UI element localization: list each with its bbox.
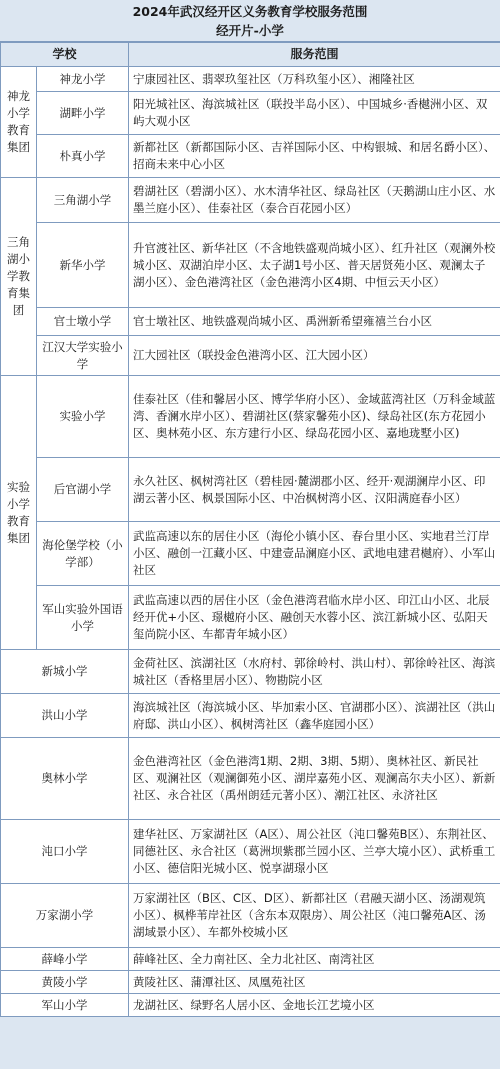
school-range: 薛峰社区、全力南社区、全力北社区、南湾社区	[129, 948, 500, 971]
table-row	[1, 884, 500, 948]
table-row	[1, 336, 500, 376]
group-name: 三角湖小学教育集团	[1, 178, 37, 376]
table-row	[1, 994, 500, 1017]
school-range: 龙湖社区、绿野名人居小区、金地长江艺境小区	[129, 994, 500, 1017]
school-name: 黄陵小学	[1, 971, 129, 994]
table-row	[1, 948, 500, 971]
document-title	[0, 0, 500, 42]
school-range: 武监高速以西的居住小区（金色港湾君临水岸小区、印江山小区、北辰经开优+小区、璟樾府小区、融创天水蓉小区、滨江新城小区、弘阳天玺尚院小区、车都青年城小区）	[129, 586, 500, 650]
header-school: 学校	[1, 43, 129, 67]
service-range-table	[0, 42, 500, 1017]
table-row	[1, 458, 500, 522]
school-name: 朴真小学	[37, 135, 129, 178]
school-range: 永久社区、枫树湾社区（碧桂园·麓湖郡小区、经开·观湖澜岸小区、印湖云著小区、枫景国际小区、中冶枫树湾小区、汉阳满庭春小区）	[129, 458, 500, 522]
school-name: 江汉大学实验小学	[37, 336, 129, 376]
table-row	[1, 223, 500, 308]
table-row	[1, 376, 500, 458]
school-range: 建华社区、万家湖社区（A区）、周公社区（沌口馨苑B区）、东荆社区、同德社区、永合社区（葛洲坝紫郡兰园小区、兰亭大境小区）、武桥重工小区、德信阳光城小区、悦享湖璟小区	[129, 820, 500, 884]
school-name: 湖畔小学	[37, 92, 129, 135]
school-range: 佳泰社区（佳和馨居小区、博学华府小区）、金域蓝湾社区（万科金域蓝湾、香澜水岸小区）、碧湖社区(蔡家馨苑小区)、绿岛社区(东方花园小区、奥林苑小区、东方建行小区、绿岛花园小区、嘉地珑墅小区)	[129, 376, 500, 458]
school-name: 洪山小学	[1, 694, 129, 738]
school-name: 奥林小学	[1, 738, 129, 820]
school-range: 碧湖社区（碧湖小区）、水木清华社区、绿岛社区（天鹅湖山庄小区、水墨兰庭小区）、佳泰社区（泰合百花园小区）	[129, 178, 500, 223]
school-range: 阳光城社区、海滨城社区（联投半岛小区）、中国城乡·香樾洲小区、双屿大观小区	[129, 92, 500, 135]
school-range: 海滨城社区（海滨城小区、毕加索小区、官湖郡小区）、滨湖社区（洪山府邸、洪山小区）、枫树湾社区（鑫华庭园小区）	[129, 694, 500, 738]
school-name: 神龙小学	[37, 67, 129, 92]
school-name: 新华小学	[37, 223, 129, 308]
school-range: 江大园社区（联投金色港湾小区、江大园小区）	[129, 336, 500, 376]
table-row	[1, 738, 500, 820]
school-name: 三角湖小学	[37, 178, 129, 223]
table-row	[1, 67, 500, 92]
school-range: 升官渡社区、新华社区（不含地铁盛观尚城小区）、红升社区（观澜外校城小区、双湖泊岸小区、太子湖1号小区、普天居贤苑小区、观澜太子湖小区）、金色港湾社区（金色港湾小区4期、中恒云天小区）	[129, 223, 500, 308]
school-name: 后官湖小学	[37, 458, 129, 522]
school-name: 新城小学	[1, 650, 129, 694]
table-row	[1, 92, 500, 135]
school-range: 新都社区（新都国际小区、吉祥国际小区、中构银城、和居名爵小区）、招商未来中心小区	[129, 135, 500, 178]
school-name: 万家湖小学	[1, 884, 129, 948]
school-name: 实验小学	[37, 376, 129, 458]
school-range: 金荷社区、滨湖社区（水府村、郭徐岭村、洪山村）、郭徐岭社区、海滨城社区（香格里居小区）、物勘院小区	[129, 650, 500, 694]
group-name: 实验小学教育集团	[1, 376, 37, 650]
school-range: 宁康园社区、翡翠玖玺社区（万科玖玺小区）、湘隆社区	[129, 67, 500, 92]
school-name: 薛峰小学	[1, 948, 129, 971]
school-name: 军山实验外国语小学	[37, 586, 129, 650]
school-name: 官士墩小学	[37, 308, 129, 336]
table-row	[1, 820, 500, 884]
school-name: 沌口小学	[1, 820, 129, 884]
table-row	[1, 135, 500, 178]
school-range: 黄陵社区、蒲潭社区、凤凰苑社区	[129, 971, 500, 994]
school-name: 海伦堡学校（小学部）	[37, 522, 129, 586]
table-row	[1, 522, 500, 586]
table-row	[1, 971, 500, 994]
table-row	[1, 586, 500, 650]
school-range: 官士墩社区、地铁盛观尚城小区、禹洲新希望雍禧兰台小区	[129, 308, 500, 336]
school-range: 金色港湾社区（金色港湾1期、2期、3期、5期）、奥林社区、新民社区、观澜社区（观澜御苑小区、湖岸嘉苑小区、观澜高尔夫小区）、新新社区、永合社区（禹州朗廷元著小区）、潮江社区、永济社区	[129, 738, 500, 820]
group-name: 神龙小学教育集团	[1, 67, 37, 178]
school-name: 军山小学	[1, 994, 129, 1017]
table-row	[1, 308, 500, 336]
school-range: 万家湖社区（B区、C区、D区）、新都社区（君融天湖小区、汤湖观筑小区）、枫桦苇岸社区（含东本双限房）、周公社区（沌口馨苑A区、汤湖域景小区）、车都外校城小区	[129, 884, 500, 948]
table-row	[1, 650, 500, 694]
title-line-2: 经开片-小学	[216, 23, 284, 38]
table-row	[1, 178, 500, 223]
table-row	[1, 694, 500, 738]
table-header-row	[1, 43, 500, 67]
title-line-1: 2024年武汉经开区义务教育学校服务范围	[132, 4, 368, 19]
school-range: 武监高速以东的居住小区（海伦小镇小区、春台里小区、实地君兰汀岸小区、融创一江藏小区、中建壹品澜庭小区、武地电建君樾府）、小军山社区	[129, 522, 500, 586]
header-range: 服务范围	[129, 43, 500, 67]
